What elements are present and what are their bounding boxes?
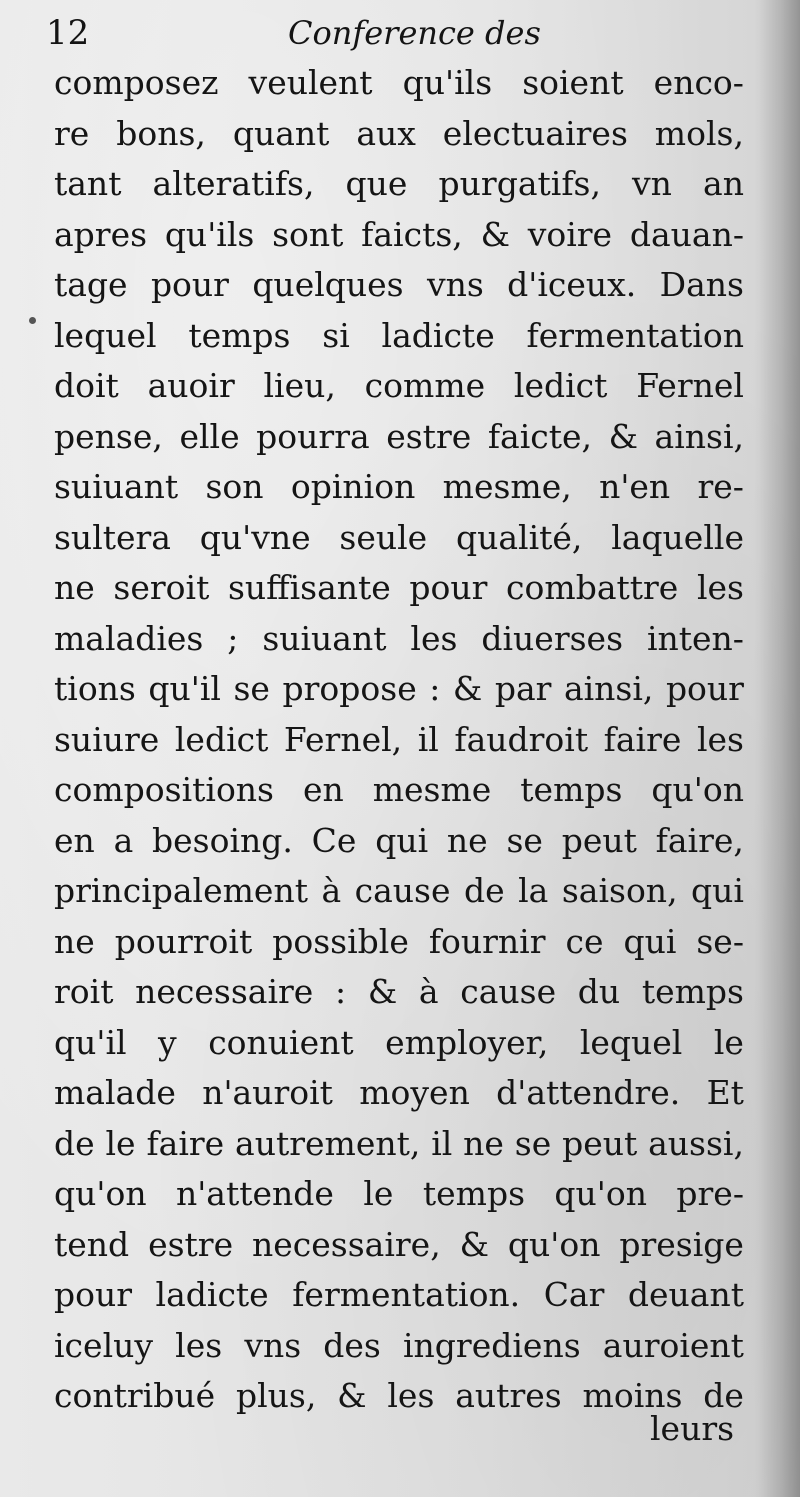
word: qu'on [54, 1174, 147, 1213]
text-line [54, 1371, 744, 1422]
word: faire [146, 1123, 225, 1163]
word: pourroit [114, 921, 253, 961]
word: Car [543, 1275, 605, 1314]
word: le [105, 1123, 136, 1163]
word: employer, [385, 1022, 549, 1062]
text-line [54, 1068, 744, 1119]
word: les [387, 1376, 435, 1415]
word: ne [463, 1123, 504, 1163]
page-edge-shadow [754, 0, 800, 1497]
word: tant [54, 164, 122, 203]
text-line [54, 664, 744, 715]
text-line [54, 462, 744, 513]
word: pour [665, 669, 744, 708]
word: peut [561, 820, 637, 860]
word: qui [375, 820, 429, 860]
text-line [54, 1018, 744, 1069]
word: se [233, 669, 270, 708]
text-line [54, 1119, 744, 1170]
word: presige [619, 1224, 744, 1264]
word: les [696, 568, 744, 607]
text-line [54, 1220, 744, 1271]
word: inten- [646, 618, 744, 658]
word: ledict [174, 719, 269, 759]
word: ladicte [155, 1275, 269, 1314]
word: & [337, 1376, 367, 1415]
word: seroit [113, 568, 210, 607]
word: qui [623, 921, 677, 961]
word: malade [54, 1073, 176, 1112]
word: cause [354, 871, 451, 910]
word: ainsi, [654, 416, 744, 456]
text-line [54, 816, 744, 867]
word: composez [54, 63, 219, 102]
text-line [54, 109, 744, 160]
word: mesme, [442, 467, 572, 506]
word: veulent [248, 63, 373, 102]
word: à [418, 972, 439, 1011]
word: les [410, 618, 458, 658]
word: pense, [54, 416, 163, 456]
word: enco- [653, 63, 744, 102]
word: conuient [208, 1022, 354, 1062]
word: doit [54, 366, 119, 405]
word: possible [272, 921, 409, 961]
word: qu'on [651, 770, 744, 809]
word: comme [364, 366, 486, 405]
word: qu'on [507, 1224, 601, 1264]
word: ledict [513, 366, 608, 405]
word: propose [282, 669, 417, 708]
word: compositions [54, 770, 274, 809]
text-line [54, 513, 744, 564]
word: qu'il [54, 1022, 127, 1062]
word: à [321, 871, 342, 910]
word: se [514, 1123, 552, 1163]
text-line [54, 311, 744, 362]
text-line [54, 361, 744, 412]
word: electuaires [442, 113, 628, 153]
word: faudroit [454, 719, 589, 759]
word: d'iceux. [507, 265, 637, 304]
running-title: Conference des [288, 14, 541, 52]
text-line [54, 614, 744, 665]
word: & [608, 416, 638, 456]
word: cause [460, 972, 557, 1011]
word: deuant [627, 1275, 744, 1314]
word: faicte, [487, 416, 593, 456]
word: ladicte [381, 315, 495, 355]
word: iceluy [54, 1325, 154, 1365]
word: Dans [659, 265, 744, 304]
word: opinion [290, 467, 416, 506]
word: y [158, 1022, 177, 1062]
word: de [703, 1376, 744, 1415]
word: tage [54, 265, 128, 304]
word: & [452, 669, 483, 708]
word: les [696, 719, 744, 759]
word: lequel [579, 1022, 683, 1062]
word: faire, [655, 820, 744, 860]
word: tend [54, 1224, 130, 1264]
word: vns [244, 1325, 302, 1365]
word: vn [632, 164, 672, 203]
word: contribué [54, 1376, 216, 1415]
word: combattre [506, 568, 679, 607]
word: sultera [54, 517, 171, 557]
text-line [54, 967, 744, 1018]
word: pour [409, 568, 488, 607]
page-number: 12 [46, 13, 90, 53]
word: diuerses [481, 618, 624, 658]
word: estre [386, 416, 472, 456]
text-line [54, 159, 744, 210]
text-line [54, 563, 744, 614]
text-line [54, 210, 744, 261]
word: pre- [676, 1174, 744, 1213]
word: temps [641, 972, 744, 1011]
word: les [175, 1325, 223, 1365]
word: le [713, 1022, 744, 1062]
text-line [54, 715, 744, 766]
word: moyen [359, 1073, 470, 1112]
word: suiuant [54, 467, 179, 506]
word: besoing. [152, 820, 293, 860]
word: tions [54, 669, 136, 708]
word: & [459, 1224, 489, 1264]
ink-speck [29, 317, 36, 324]
word: qu'on [554, 1174, 647, 1213]
word: il [431, 1123, 453, 1163]
word: temps [520, 770, 623, 809]
text-line [54, 1321, 744, 1372]
word: lequel [54, 315, 157, 355]
word: qu'il [148, 669, 221, 708]
word: moins [582, 1376, 683, 1415]
word: voire [527, 214, 613, 254]
word: an [703, 164, 744, 203]
word: de [463, 871, 505, 910]
word: ce [565, 921, 604, 961]
word: se- [696, 921, 744, 961]
text-line [54, 260, 744, 311]
word: n'auroit [202, 1073, 333, 1112]
word: soient [522, 63, 624, 102]
word: d'attendre. [496, 1073, 681, 1112]
word: laquelle [611, 517, 744, 557]
word: qui [691, 871, 744, 910]
word: des [323, 1325, 381, 1365]
word: si [322, 315, 350, 355]
word: saison, [561, 871, 678, 910]
word: bons, [116, 113, 206, 153]
word: plus, [235, 1376, 317, 1415]
word: pour [54, 1275, 133, 1314]
word: Ce [311, 820, 357, 860]
body-text [54, 58, 744, 1422]
word: quant [232, 113, 330, 153]
word: ; [227, 618, 239, 658]
word: Fernel, [283, 719, 403, 759]
word: fermentation. [292, 1275, 521, 1314]
text-line [54, 1270, 744, 1321]
word: purgatifs, [438, 164, 601, 203]
word: autres [455, 1376, 562, 1415]
word: : [429, 669, 441, 708]
word: la [518, 871, 549, 910]
word: mols, [654, 113, 744, 153]
word: lieu, [263, 366, 336, 405]
word: suiure [54, 719, 160, 759]
word: ne [446, 820, 488, 860]
word: pourra [256, 416, 370, 456]
word: temps [422, 1174, 526, 1213]
word: auoir [147, 366, 235, 405]
word: n'attende [175, 1174, 334, 1213]
word: seule [339, 517, 428, 557]
word: autrement, [235, 1123, 421, 1163]
word: se [506, 820, 543, 860]
text-line [54, 1169, 744, 1220]
word: necessaire, [252, 1224, 441, 1264]
word: aux [356, 113, 416, 153]
word: pour [150, 265, 229, 304]
word: temps [188, 315, 291, 355]
word: en [54, 820, 95, 860]
word: n'en [599, 467, 671, 506]
word: ainsi, [563, 669, 654, 708]
text-line [54, 866, 744, 917]
word: fournir [428, 921, 546, 961]
word: qu'vne [199, 517, 311, 557]
text-line [54, 58, 744, 109]
word: faire [603, 719, 682, 759]
word: ne [54, 568, 95, 607]
word: & [480, 214, 510, 254]
word: sont [272, 214, 344, 254]
word: qu'ils [164, 214, 255, 254]
word: ne [54, 921, 95, 961]
word: qualité, [455, 517, 583, 557]
word: du [577, 972, 621, 1011]
word: suffisante [227, 568, 391, 607]
word: de [54, 1123, 95, 1163]
word: vns [426, 265, 484, 304]
word: & [367, 972, 398, 1011]
word: que [345, 164, 408, 203]
word: par [494, 669, 552, 708]
word: Fernel [636, 366, 744, 405]
word: Et [706, 1073, 744, 1112]
word: ingrediens [403, 1325, 581, 1365]
word: re [54, 113, 90, 153]
word: roit [54, 972, 114, 1011]
word: elle [179, 416, 240, 456]
word: son [205, 467, 264, 506]
word: necessaire [135, 972, 314, 1011]
text-line [54, 917, 744, 968]
word: : [335, 972, 347, 1011]
word: quelques [252, 265, 404, 304]
word: mesme [372, 770, 492, 809]
word: estre [148, 1224, 234, 1264]
word: aussi, [648, 1123, 744, 1163]
word: alteratifs, [152, 164, 315, 203]
word: apres [54, 214, 148, 254]
word: re- [697, 467, 744, 506]
word: en [302, 770, 344, 809]
word: suiuant [262, 618, 387, 658]
catchword: leurs [650, 1409, 735, 1448]
word: peut [562, 1123, 638, 1163]
word: fermentation [526, 315, 744, 355]
word: maladies [54, 618, 204, 658]
word: le [363, 1174, 394, 1213]
word: dauan- [629, 214, 744, 254]
word: il [417, 719, 439, 759]
text-line [54, 765, 744, 816]
word: faicts, [361, 214, 463, 254]
word: qu'ils [402, 63, 493, 102]
word: principalement [54, 871, 308, 910]
word: auroient [602, 1325, 744, 1365]
text-line [54, 412, 744, 463]
word: a [113, 820, 134, 860]
